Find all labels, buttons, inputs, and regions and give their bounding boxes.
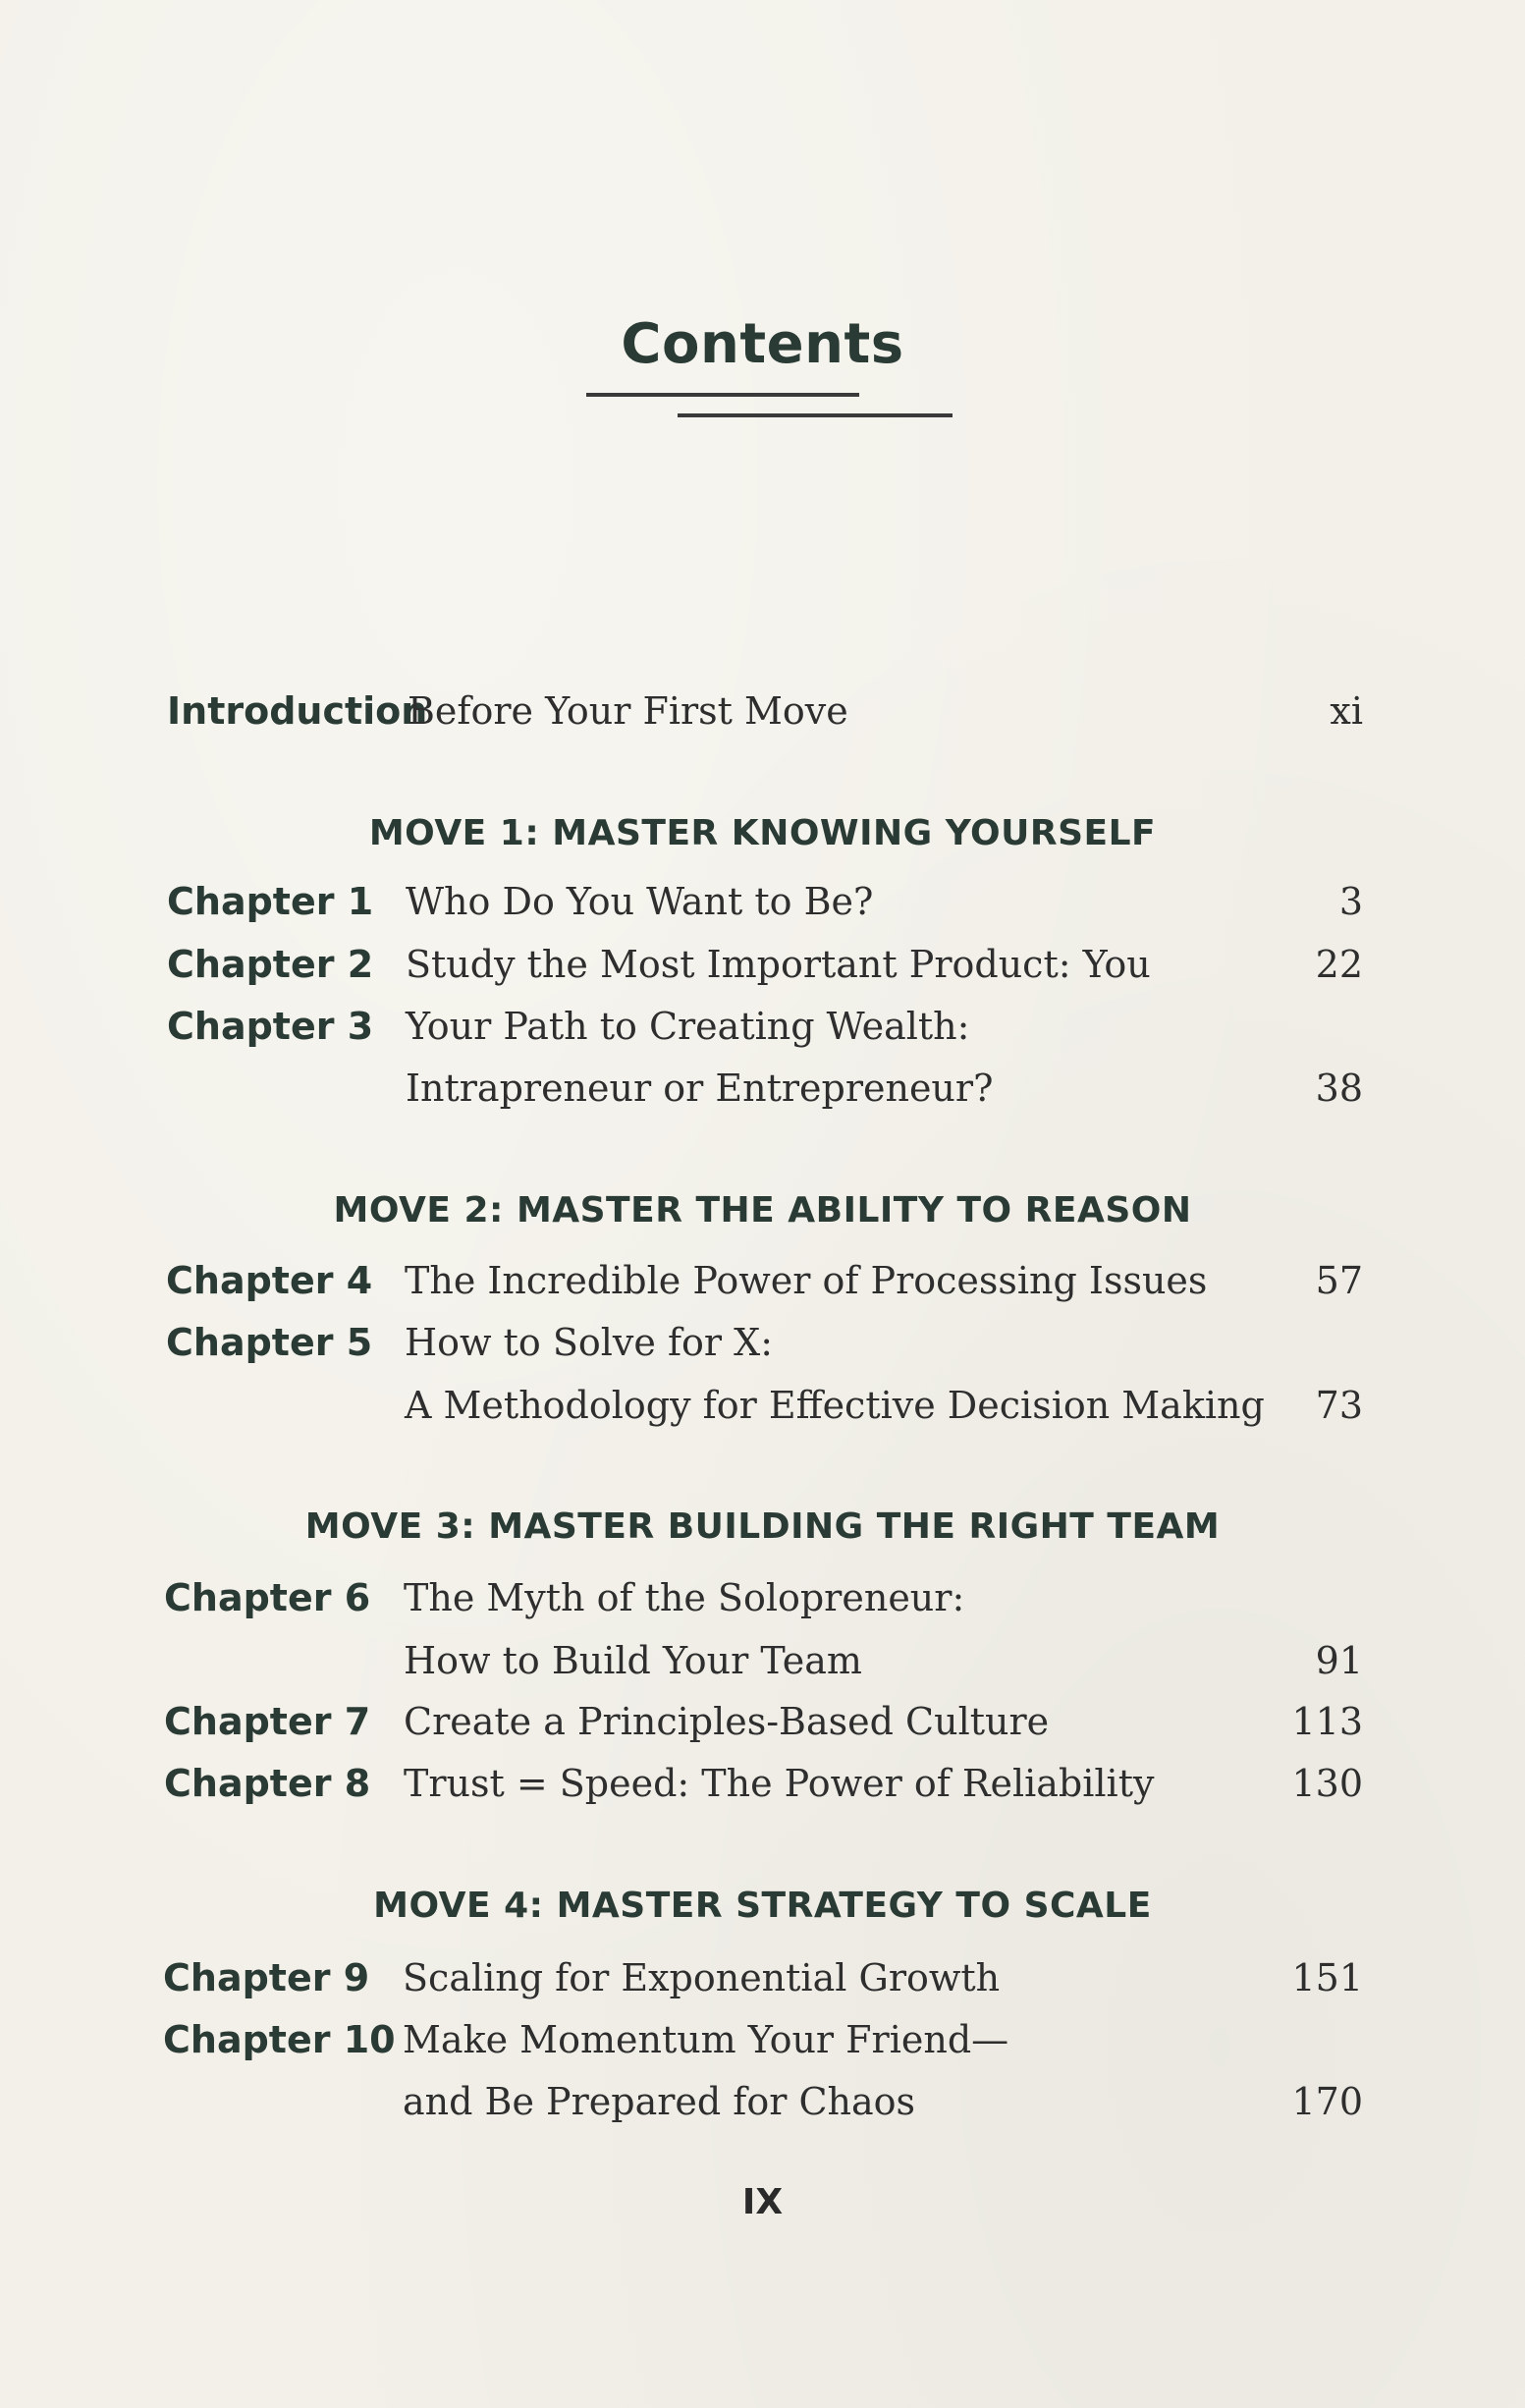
chapter-label: Chapter 6 [164,1576,371,1619]
chapter-title: Make Momentum Your Friend— [403,2018,1009,2061]
title-rule-upper [586,393,859,397]
chapter-label: Chapter 5 [166,1321,373,1364]
chapter-title: Your Path to Creating Wealth: [406,1005,970,1048]
chapter-title: Who Do You Want to Be? [406,880,874,923]
chapter-title: The Myth of the Solopreneur: [404,1576,965,1619]
introduction-label: Introduction [167,689,428,733]
chapter-title: The Incredible Power of Processing Issues [405,1259,1208,1302]
chapter-title-continued: How to Build Your Team [404,1639,862,1682]
move-heading: MOVE 2: MASTER THE ABILITY TO REASON [333,1190,1192,1231]
page-title: Contents [621,312,904,376]
introduction-page: xi [1330,689,1363,733]
chapter-title-continued: A Methodology for Effective Decision Making [405,1384,1265,1427]
chapter-page: 91 [1315,1639,1363,1682]
chapter-label: Chapter 4 [166,1259,373,1302]
chapter-title-continued: and Be Prepared for Chaos [403,2080,916,2123]
chapter-title: Study the Most Important Product: You [406,943,1151,986]
chapter-page: 38 [1315,1067,1363,1110]
chapter-label: Chapter 8 [164,1762,371,1805]
chapter-label: Chapter 10 [163,2018,396,2061]
chapter-title-continued: Intrapreneur or Entrepreneur? [406,1067,994,1110]
chapter-label: Chapter 1 [167,880,374,923]
chapter-label: Chapter 7 [164,1700,371,1743]
chapter-page: 57 [1315,1259,1363,1302]
chapter-page: 73 [1315,1384,1363,1427]
chapter-label: Chapter 2 [167,943,374,986]
chapter-page: 170 [1291,2080,1363,2123]
chapter-label: Chapter 9 [163,1956,370,1999]
chapter-page: 22 [1315,943,1363,986]
move-heading: MOVE 4: MASTER STRATEGY TO SCALE [373,1886,1152,1926]
move-heading: MOVE 1: MASTER KNOWING YOURSELF [368,813,1157,853]
chapter-title: How to Solve for X: [405,1321,773,1364]
page-number: IX [741,2182,784,2222]
chapter-page: 113 [1291,1700,1363,1743]
chapter-title: Create a Principles-Based Culture [404,1700,1050,1743]
chapter-label: Chapter 3 [167,1005,374,1048]
chapter-page: 130 [1291,1762,1363,1805]
chapter-page: 3 [1338,880,1363,923]
chapter-page: 151 [1291,1956,1363,1999]
introduction-title: Before Your First Move [408,689,848,733]
chapter-title: Trust = Speed: The Power of Reliability [404,1762,1155,1805]
chapter-title: Scaling for Exponential Growth [403,1956,1001,1999]
move-heading: MOVE 3: MASTER BUILDING THE RIGHT TEAM [304,1506,1221,1547]
title-rule-lower [678,413,953,417]
